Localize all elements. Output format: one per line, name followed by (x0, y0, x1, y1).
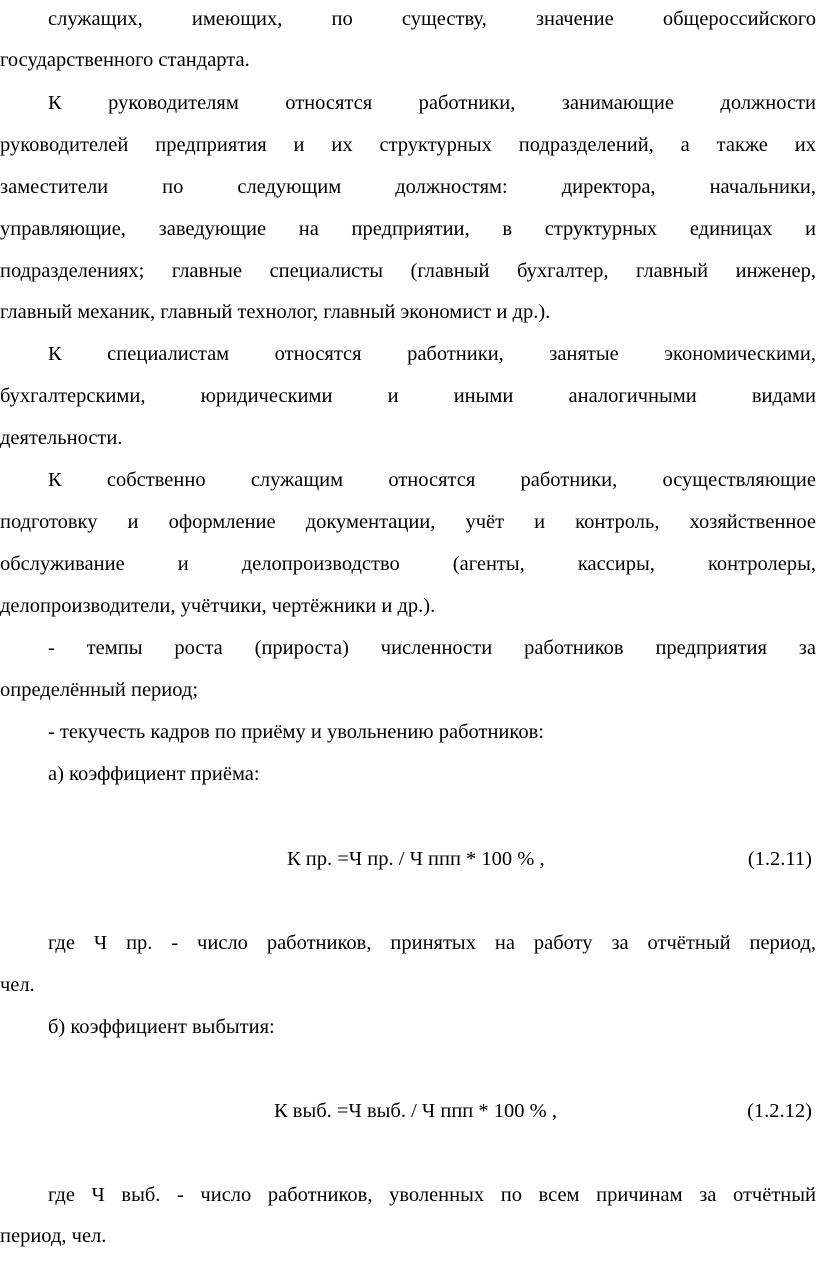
text-line: бухгалтерскими, юридическими и иными аналогичными видами (0, 385, 816, 407)
text-line: руководителей предприятия и их структурных подразделений, а также их (0, 134, 816, 156)
text-line: период, чел. (0, 1225, 107, 1247)
text-line: а) коэффициент приёма: (48, 763, 260, 785)
text-line: государственного стандарта. (0, 49, 250, 71)
text-line: К руководителям относятся работники, занимающие должности (48, 92, 816, 114)
formula-expression: К пр. =Ч пр. / Ч ппп * 100 % , (287, 848, 545, 870)
text-line: заместители по следующим должностям: директора, начальники, (0, 176, 816, 198)
text-line: подготовку и оформление документации, учёт и контроль, хозяйственное (0, 511, 816, 533)
formula-row (0, 1097, 816, 1125)
text-line: управляющие, заведующие на предприятии, в структурных единицах и (0, 218, 816, 240)
formula-expression: К выб. =Ч выб. / Ч ппп * 100 % , (274, 1100, 557, 1122)
text-line: служащих, имеющих, по существу, значение общероссийского (48, 8, 816, 30)
text-line: деятельности. (0, 427, 123, 449)
text-line: - текучесть кадров по приёму и увольнению работников: (48, 721, 544, 743)
formula-number: (1.2.11) (747, 848, 812, 870)
text-line: - темпы роста (прироста) численности работников предприятия за (48, 637, 816, 659)
formula-row (0, 845, 816, 873)
text-line: К собственно служащим относятся работники, осуществляющие (48, 469, 816, 491)
text-line: где Ч пр. - число работников, принятых на работу за отчётный период, (48, 932, 816, 954)
text-line: где Ч выб. - число работников, уволенных по всем причинам за отчётный (48, 1184, 816, 1206)
text-line: б) коэффициент выбытия: (48, 1016, 275, 1038)
formula-number: (1.2.12) (747, 1100, 812, 1122)
text-line: чел. (0, 974, 35, 996)
text-line: подразделениях; главные специалисты (главный бухгалтер, главный инженер, (0, 260, 816, 282)
text-line: делопроизводители, учётчики, чертёжники и др.). (0, 595, 436, 617)
text-line: главный механик, главный технолог, главный экономист и др.). (0, 301, 551, 323)
text-line: обслуживание и делопроизводство (агенты, кассиры, контролеры, (0, 553, 816, 575)
text-line: К специалистам относятся работники, занятые экономическими, (48, 343, 816, 365)
text-line: определённый период; (0, 679, 199, 701)
